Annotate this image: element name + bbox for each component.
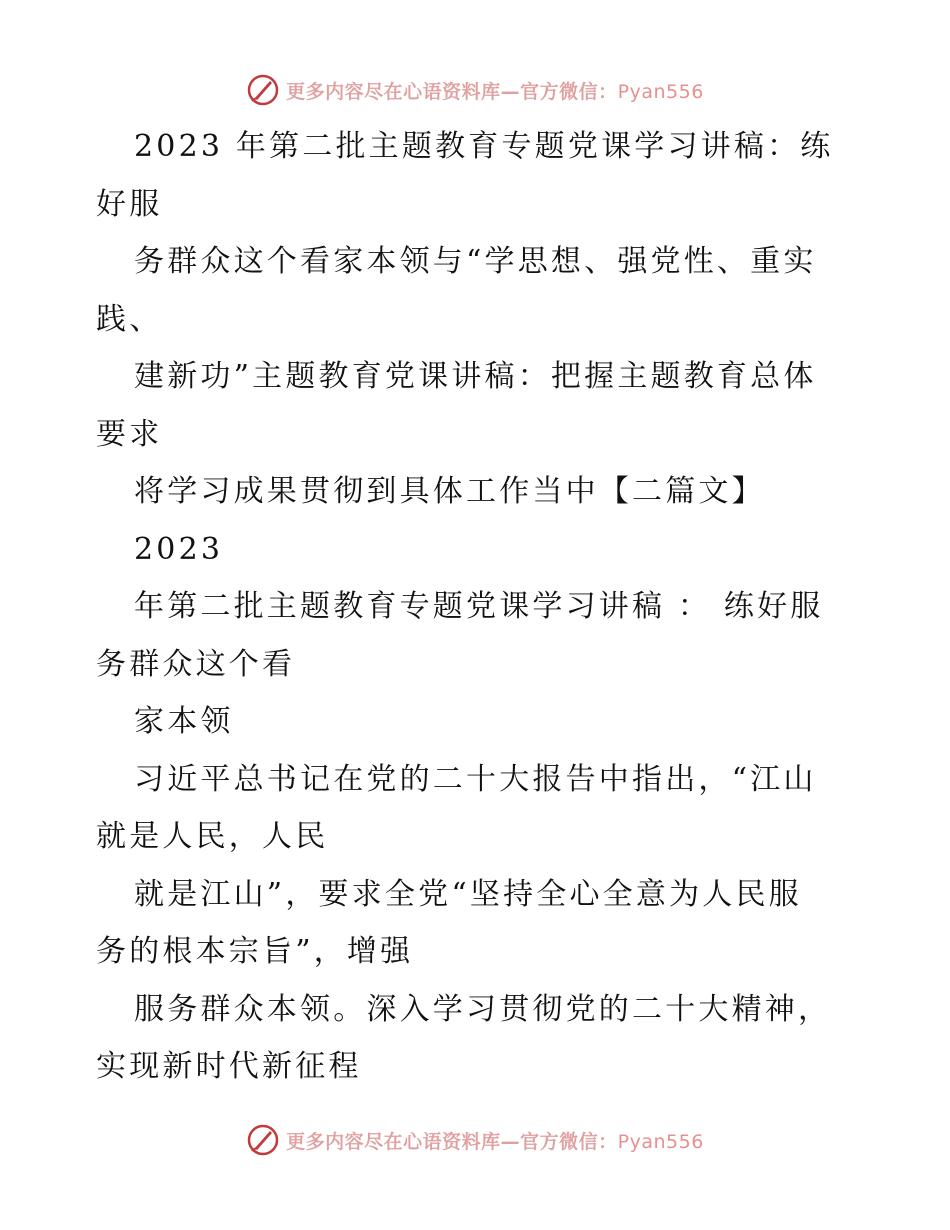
text-line: 要求: [96, 416, 163, 452]
text-line: 将学习成果贯彻到具体工作当中【二篇文】: [134, 474, 765, 509]
watermark-wechat-id: Pyan556: [617, 1130, 704, 1153]
text-line: 服务群众本领。深入学习贯彻党的二十大精神，: [134, 991, 832, 1027]
footer-watermark: [0, 1122, 950, 1158]
text-line: 2023 年第二批主题教育专题党课学习讲稿：练: [134, 129, 834, 164]
text-line: 就是江山”，要求全党“坚持全心全意为人民服: [134, 876, 802, 912]
text-line: 建新功”主题教育党课讲稿：把握主题教育总体: [134, 359, 817, 394]
text-line: 2023: [134, 531, 224, 567]
watermark-wechat-id: Pyan556: [617, 80, 704, 103]
text-line: 家本领: [134, 704, 234, 739]
watermark-text: [286, 1127, 704, 1154]
text-line: 就是人民，人民: [96, 819, 329, 854]
watermark-text: [286, 77, 704, 104]
text-line: 实现新时代新征程: [96, 1049, 362, 1084]
text-line: 务的根本宗旨”，增强: [96, 934, 414, 969]
watermark-label: 更多内容尽在心语资料库—官方微信：: [286, 80, 618, 103]
header-watermark: [0, 72, 950, 108]
text-line: 务群众这个看家本领与“学思想、强党性、重实: [134, 244, 817, 279]
text-line: 务群众这个看: [96, 646, 296, 682]
text-line: 习近平总书记在党的二十大报告中指出，“江山: [134, 761, 817, 797]
quill-logo-icon: [246, 73, 280, 107]
quill-logo-icon: [246, 1123, 280, 1157]
watermark-label: 更多内容尽在心语资料库—官方微信：: [286, 1130, 618, 1153]
text-line: 年第二批主题教育专题党课学习讲稿 ： 练好服: [134, 589, 824, 624]
text-line: 践、: [96, 301, 163, 337]
document-body: [96, 118, 856, 1096]
text-line: 好服: [96, 186, 163, 222]
